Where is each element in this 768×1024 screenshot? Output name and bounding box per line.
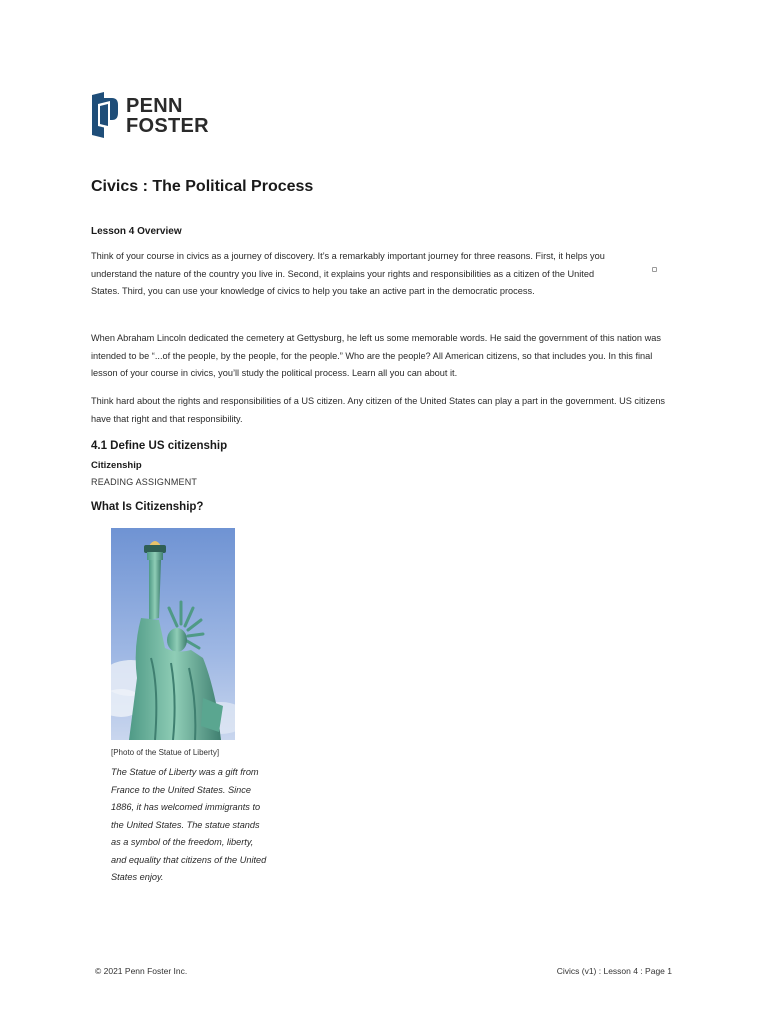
- penn-foster-logo: [90, 92, 220, 140]
- photo-label: [Photo of the Statue of Liberty]: [111, 748, 220, 757]
- lesson-overview-heading: Lesson 4 Overview: [91, 226, 182, 237]
- overview-paragraph-2: When Abraham Lincoln dedicated the cemetery at Gettysburg, he left us some memorable words. He said the government of this nation was intended to be “...of the people, by the people, for the people.” Who are the people? All American citizens, so that includes you. In this final lesson of your course in civics, you’ll study the political process. Learn all you can about it.: [91, 333, 661, 379]
- footer-copyright: © 2021 Penn Foster Inc.: [95, 966, 188, 976]
- penn-foster-door-icon: [90, 92, 120, 138]
- what-is-citizenship-heading: What Is Citizenship?: [91, 501, 204, 513]
- logo-text-penn: PENN: [126, 95, 183, 117]
- footer-page-info: Civics (v1) : Lesson 4 : Page 1: [556, 966, 672, 976]
- citizenship-subheading: Citizenship: [91, 460, 142, 471]
- statue-of-liberty-photo: [111, 528, 235, 740]
- reading-assignment-label: READING ASSIGNMENT: [91, 477, 198, 487]
- logo-text-foster: FOSTER: [126, 115, 209, 137]
- photo-caption: The Statue of Liberty was a gift from France to the United States. Since 1886, it has welcomed immigrants to the United States. The statue stands as a symbol of the freedom, liberty, and equality that citizens of the United States enjoy.: [111, 767, 267, 882]
- page-title: Civics : The Political Process: [91, 178, 314, 195]
- overview-paragraph-3: Think hard about the rights and responsibilities of a US citizen. Any citizen of the United States can play a part in the government. US citizens have that right and that responsibility.: [91, 396, 666, 424]
- section-heading-citizenship: 4.1 Define US citizenship: [91, 440, 228, 452]
- margin-marker-icon: [652, 267, 657, 272]
- overview-paragraph-1: Think of your course in civics as a journey of discovery. It’s a remarkably important journey for three reasons. First, it helps you understand the nature of the country you live in. Second, it explains your rights and responsibilities as a citizen of the United States. Third, you can use your knowledge of civics to help you take an active part in the democratic process.: [91, 251, 605, 297]
